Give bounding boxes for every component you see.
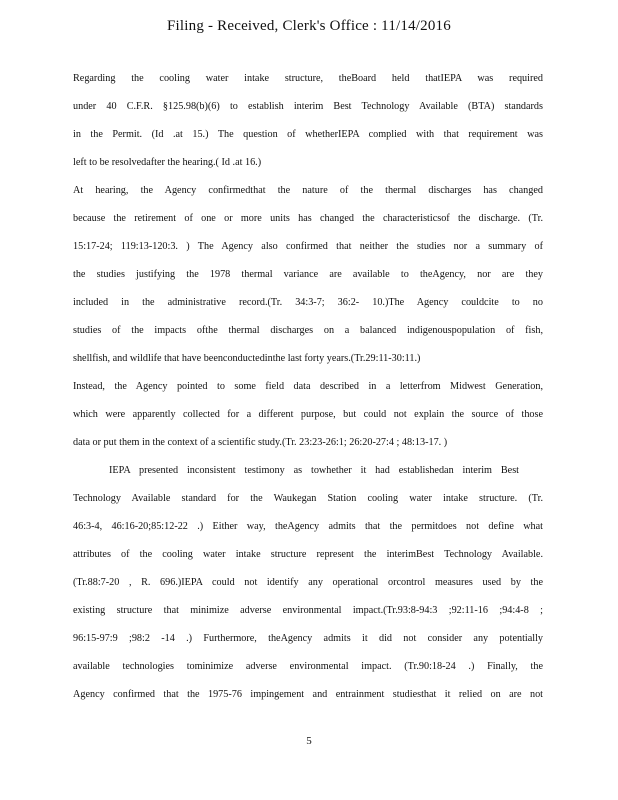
text-line: available technologies tominimize adverse environmental impact. (Tr.90:18-24 .) Finally, the bbox=[73, 661, 543, 672]
text-line: data or put them in the context of a scientific study.(Tr. 23:23-26:1; 26:20-27:4 ; 48:13-17. ) bbox=[73, 437, 448, 448]
text-line: shellfish, and wildlife that have beenconductedinthe last forty years.(Tr.29:11-30:11.) bbox=[73, 353, 421, 364]
text-line: the studies justifying the 1978 thermal variance are available to theAgency, nor are they bbox=[73, 269, 543, 280]
text-line: 96:15-97:9 ;98:2 -14 .) Furthermore, theAgency admits it did not consider any potentially bbox=[73, 633, 543, 644]
text-line: included in the administrative record.(Tr. 34:3-7; 36:2- 10.)The Agency couldcite to no bbox=[73, 297, 543, 308]
text-line: 46:3-4, 46:16-20;85:12-22 .) Either way, theAgency admits that the permitdoes not define what bbox=[73, 521, 543, 532]
paragraph-first-line: IEPA presented inconsistent testimony as towhether it had establishedan interim Best bbox=[109, 465, 519, 476]
text-line: 15:17-24; 119:13-120:3. ) The Agency also confirmed that neither the studies nor a summary of bbox=[73, 241, 543, 252]
text-line: Regarding the cooling water intake structure, theBoard held thatIEPA was required bbox=[73, 73, 543, 84]
text-line: studies of the impacts ofthe thermal discharges on a balanced indigenouspopulation of fish, bbox=[73, 325, 543, 336]
text-line: attributes of the cooling water intake structure represent the interimBest Technology Available. bbox=[73, 549, 543, 560]
text-line: At hearing, the Agency confirmedthat the nature of the thermal discharges has changed bbox=[73, 185, 543, 196]
text-line: (Tr.88:7-20 , R. 696.)IEPA could not identify any operational orcontrol measures used by the bbox=[73, 577, 543, 588]
text-line: under 40 C.F.R. §125.98(b)(6) to establish interim Best Technology Available (BTA) standards bbox=[73, 101, 543, 112]
filing-stamp-header: Filing - Received, Clerk's Office : 11/14/2016 bbox=[167, 18, 451, 34]
text-line: Agency confirmed that the 1975-76 impingement and entrainment studiesthat it relied on are not bbox=[73, 689, 543, 700]
text-line: left to be resolvedafter the hearing.( Id .at 16.) bbox=[73, 157, 262, 168]
text-line: existing structure that minimize adverse environmental impact.(Tr.93:8-94:3 ;92:11-16 ;94:4-8 ; bbox=[73, 605, 543, 616]
text-line: because the retirement of one or more units has changed the characteristicsof the discharge. (Tr. bbox=[73, 213, 543, 224]
page-number: 5 bbox=[306, 735, 312, 747]
text-line: Technology Available standard for the Waukegan Station cooling water intake structure. (Tr. bbox=[73, 493, 543, 504]
text-line: in the Permit. (Id .at 15.) The question of whetherIEPA complied with that requirement was bbox=[73, 129, 543, 140]
text-line: Instead, the Agency pointed to some field data described in a letterfrom Midwest Generation, bbox=[73, 381, 543, 392]
text-line: which were apparently collected for a different purpose, but could not explain the source of those bbox=[73, 409, 543, 420]
